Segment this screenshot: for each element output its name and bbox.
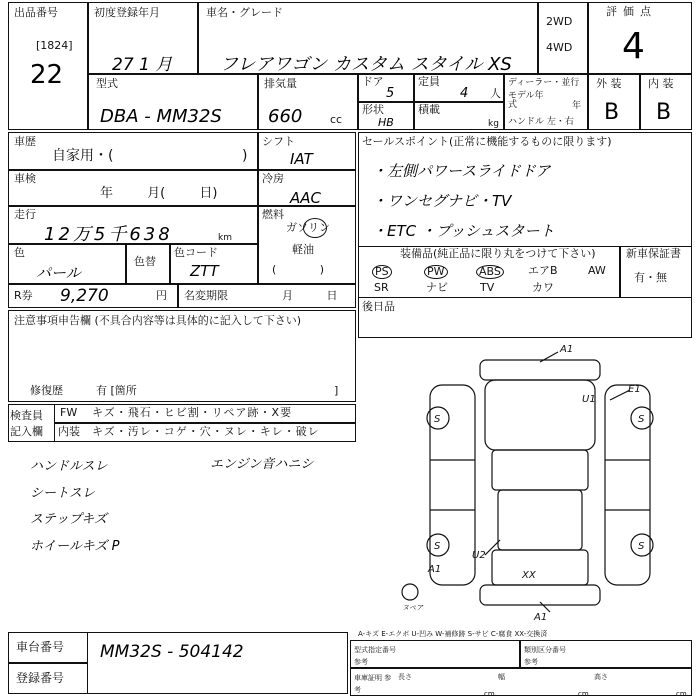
color-code-label: 色コード bbox=[174, 246, 218, 259]
mileage-label: 走行 bbox=[14, 208, 36, 221]
equip-pw[interactable]: PW bbox=[424, 265, 448, 279]
color-label: 色 bbox=[14, 246, 25, 259]
drive-2wd: 2WD bbox=[546, 15, 573, 28]
mark-e1: E1 bbox=[628, 384, 641, 395]
notes-label: 注意事項申告欄 (不具合内容等は具体的に記入して下さい) bbox=[14, 314, 302, 327]
warranty-label: 新車保証書 bbox=[626, 247, 681, 260]
displacement-label: 排気量 bbox=[264, 77, 297, 90]
mark-a1-left: A1 bbox=[428, 564, 442, 575]
fuel-circle bbox=[303, 218, 327, 238]
load-unit: kg bbox=[488, 119, 499, 129]
model-tag-label: 型式指定番号 参考 bbox=[354, 646, 396, 666]
spare-label: ヌペア bbox=[402, 604, 423, 612]
history-cell bbox=[8, 132, 258, 170]
drive-4wd: 4WD bbox=[546, 41, 573, 54]
interior-value: B bbox=[656, 100, 672, 125]
history-label: 車歴 bbox=[14, 135, 36, 148]
fuel-paren: ( ) bbox=[272, 263, 325, 276]
mark-xx: XX bbox=[522, 570, 536, 581]
mark-u1: U1 bbox=[582, 394, 596, 405]
model-code-label: 型式 bbox=[96, 77, 118, 90]
mileage-value: 12万5千638 bbox=[44, 224, 173, 245]
car-diagram bbox=[400, 340, 680, 620]
fw-items: キズ・飛石・ヒビ割・リペア跡・X要 bbox=[92, 406, 293, 419]
load-label: 積載 bbox=[418, 103, 440, 116]
chassis-value: MM32S - 504142 bbox=[100, 642, 244, 662]
mark-s-rl: S bbox=[434, 541, 441, 552]
dealer-label: ディーラー・並行 bbox=[508, 78, 580, 88]
fw-label: FW bbox=[60, 406, 78, 419]
equip-label: 装備品(純正品に限り丸をつけて下さい) bbox=[400, 247, 596, 260]
lot-sub: [1824] bbox=[36, 39, 73, 52]
history-value: 自家用・( bbox=[52, 148, 114, 164]
model-name-value: フレアワゴン カスタム スタイル XS bbox=[220, 54, 512, 75]
spare-tire bbox=[402, 584, 418, 600]
sales-point-1: ・左側パワースライドドア bbox=[372, 162, 551, 180]
shape-label: 形状 bbox=[362, 103, 384, 116]
equip-ps[interactable]: PS bbox=[372, 265, 392, 279]
model-year-unit: 年 bbox=[572, 101, 582, 111]
equip-abs[interactable]: ABS bbox=[476, 265, 504, 279]
displacement-unit: cc bbox=[330, 113, 343, 126]
first-reg-value: 27 1 月 bbox=[112, 55, 173, 75]
rear-window-shape bbox=[492, 550, 588, 585]
reg-label: 登録番号 bbox=[16, 671, 65, 685]
fuel-label: 燃料 bbox=[262, 208, 284, 221]
fuel-diesel: 軽油 bbox=[292, 243, 314, 256]
model-code-value: DBA - MM32S bbox=[100, 106, 222, 127]
in-items: キズ・汚レ・コゲ・穴・ヌレ・キレ・破レ bbox=[92, 425, 320, 438]
exterior-label: 外 装 bbox=[596, 77, 622, 90]
mark-s-rr: S bbox=[638, 541, 645, 552]
first-reg-label: 初度登録年月 bbox=[94, 6, 160, 19]
recycle-unit: 円 bbox=[156, 289, 167, 302]
aircon-value: AAC bbox=[290, 189, 321, 207]
rear-label: 後日品 bbox=[362, 300, 395, 313]
doors-label: ドア bbox=[362, 75, 384, 88]
height-label: 高さ bbox=[594, 673, 608, 681]
history-close: ) bbox=[242, 148, 248, 164]
repair-close: ] bbox=[334, 384, 339, 397]
inspector-label: 検査員記入欄 bbox=[10, 409, 43, 438]
doors-value: 5 bbox=[386, 86, 395, 101]
handle-label: ハンドル 左・右 bbox=[508, 117, 574, 127]
mark-a1-rear: A1 bbox=[534, 612, 548, 620]
roof-shape bbox=[498, 490, 582, 550]
equip-tv[interactable]: TV bbox=[480, 281, 495, 294]
width-label: 幅 bbox=[498, 673, 505, 681]
hand-note-4: ホイールキズ P bbox=[30, 539, 120, 554]
lot-number: 22 bbox=[30, 60, 64, 90]
shift-label: シフト bbox=[262, 135, 295, 148]
in-label: 内装 bbox=[58, 425, 80, 438]
hand-note-1: ハンドルスレ bbox=[30, 459, 108, 474]
hand-note-5: エンジン音ハニシ bbox=[210, 457, 314, 472]
windshield-shape bbox=[492, 450, 588, 490]
score-label: 評価点 bbox=[606, 5, 657, 18]
score-value: 4 bbox=[622, 26, 645, 67]
color-value: パール bbox=[36, 264, 81, 282]
hand-note-3: ステップキズ bbox=[30, 512, 107, 527]
recycle-label: R券 bbox=[14, 289, 33, 302]
name-change-label: 名変期限 bbox=[184, 289, 228, 302]
interior-label: 内 装 bbox=[648, 77, 674, 90]
model-name-label: 車名・グレード bbox=[206, 6, 283, 19]
warranty-value: 有・無 bbox=[634, 271, 667, 284]
aircon-label: 冷房 bbox=[262, 172, 284, 185]
color-code-value: ZTT bbox=[190, 262, 219, 280]
chassis-label: 車台番号 bbox=[16, 640, 65, 654]
displacement-value: 660 bbox=[268, 106, 303, 127]
mileage-unit: km bbox=[218, 233, 232, 243]
capacity-label: 定員 bbox=[418, 75, 440, 88]
equip-airbag[interactable]: エアB bbox=[528, 264, 558, 277]
sales-label: セールスポイント(正常に機能するものに限ります) bbox=[362, 135, 612, 148]
width-unit: cm bbox=[578, 690, 589, 698]
inspection-value: 年 月( 日) bbox=[100, 186, 218, 201]
front-bumper-shape bbox=[480, 360, 600, 380]
fuel-gas: ガソリン bbox=[286, 221, 330, 234]
sales-point-2: ・ワンセグナビ・TV bbox=[372, 192, 512, 210]
drive-cell bbox=[538, 2, 588, 74]
repair-label: 修復歴 bbox=[30, 384, 63, 397]
equip-aw[interactable]: AW bbox=[588, 264, 606, 277]
inspection-label: 車検 bbox=[14, 172, 36, 185]
equip-leather[interactable]: カワ bbox=[532, 281, 554, 294]
sales-point-3: ・ETC ・プッシュスタート bbox=[372, 222, 555, 240]
height-unit: cm bbox=[676, 690, 687, 698]
shift-value: IAT bbox=[290, 150, 313, 168]
hand-note-2: シートスレ bbox=[30, 486, 95, 501]
mark-u2: U2 bbox=[472, 550, 486, 561]
equip-sr[interactable]: SR bbox=[374, 281, 389, 294]
mark-s-fr: S bbox=[638, 414, 645, 425]
length-unit: cm bbox=[484, 690, 495, 698]
diagram-legend: A-キズ E-エクボ U-凹み W-補修跡 S-サビ C-腐食 XX-交換済 bbox=[358, 630, 548, 638]
dim-label: 車庫証明 参考 bbox=[354, 674, 392, 694]
capacity-unit: 人 bbox=[490, 87, 501, 100]
mark-s-fl: S bbox=[434, 414, 441, 425]
repair-value: 有 [箇所 bbox=[96, 384, 137, 397]
hood-shape bbox=[485, 380, 595, 450]
mark-a1-front: A1 bbox=[560, 344, 574, 355]
color-change-label: 色替 bbox=[134, 255, 156, 268]
class-label: 類別区分番号 参考 bbox=[524, 646, 566, 666]
name-change-value: 月 日 bbox=[282, 289, 338, 302]
length-label: 長さ bbox=[398, 673, 412, 681]
recycle-value: 9,270 bbox=[60, 286, 109, 306]
shape-value: HB bbox=[378, 116, 394, 129]
equip-navi[interactable]: ナビ bbox=[426, 281, 448, 294]
lot-label: 出品番号 bbox=[14, 6, 58, 19]
model-year-label: モデル年式 bbox=[508, 91, 544, 110]
exterior-value: B bbox=[604, 100, 620, 125]
capacity-value: 4 bbox=[460, 86, 469, 101]
